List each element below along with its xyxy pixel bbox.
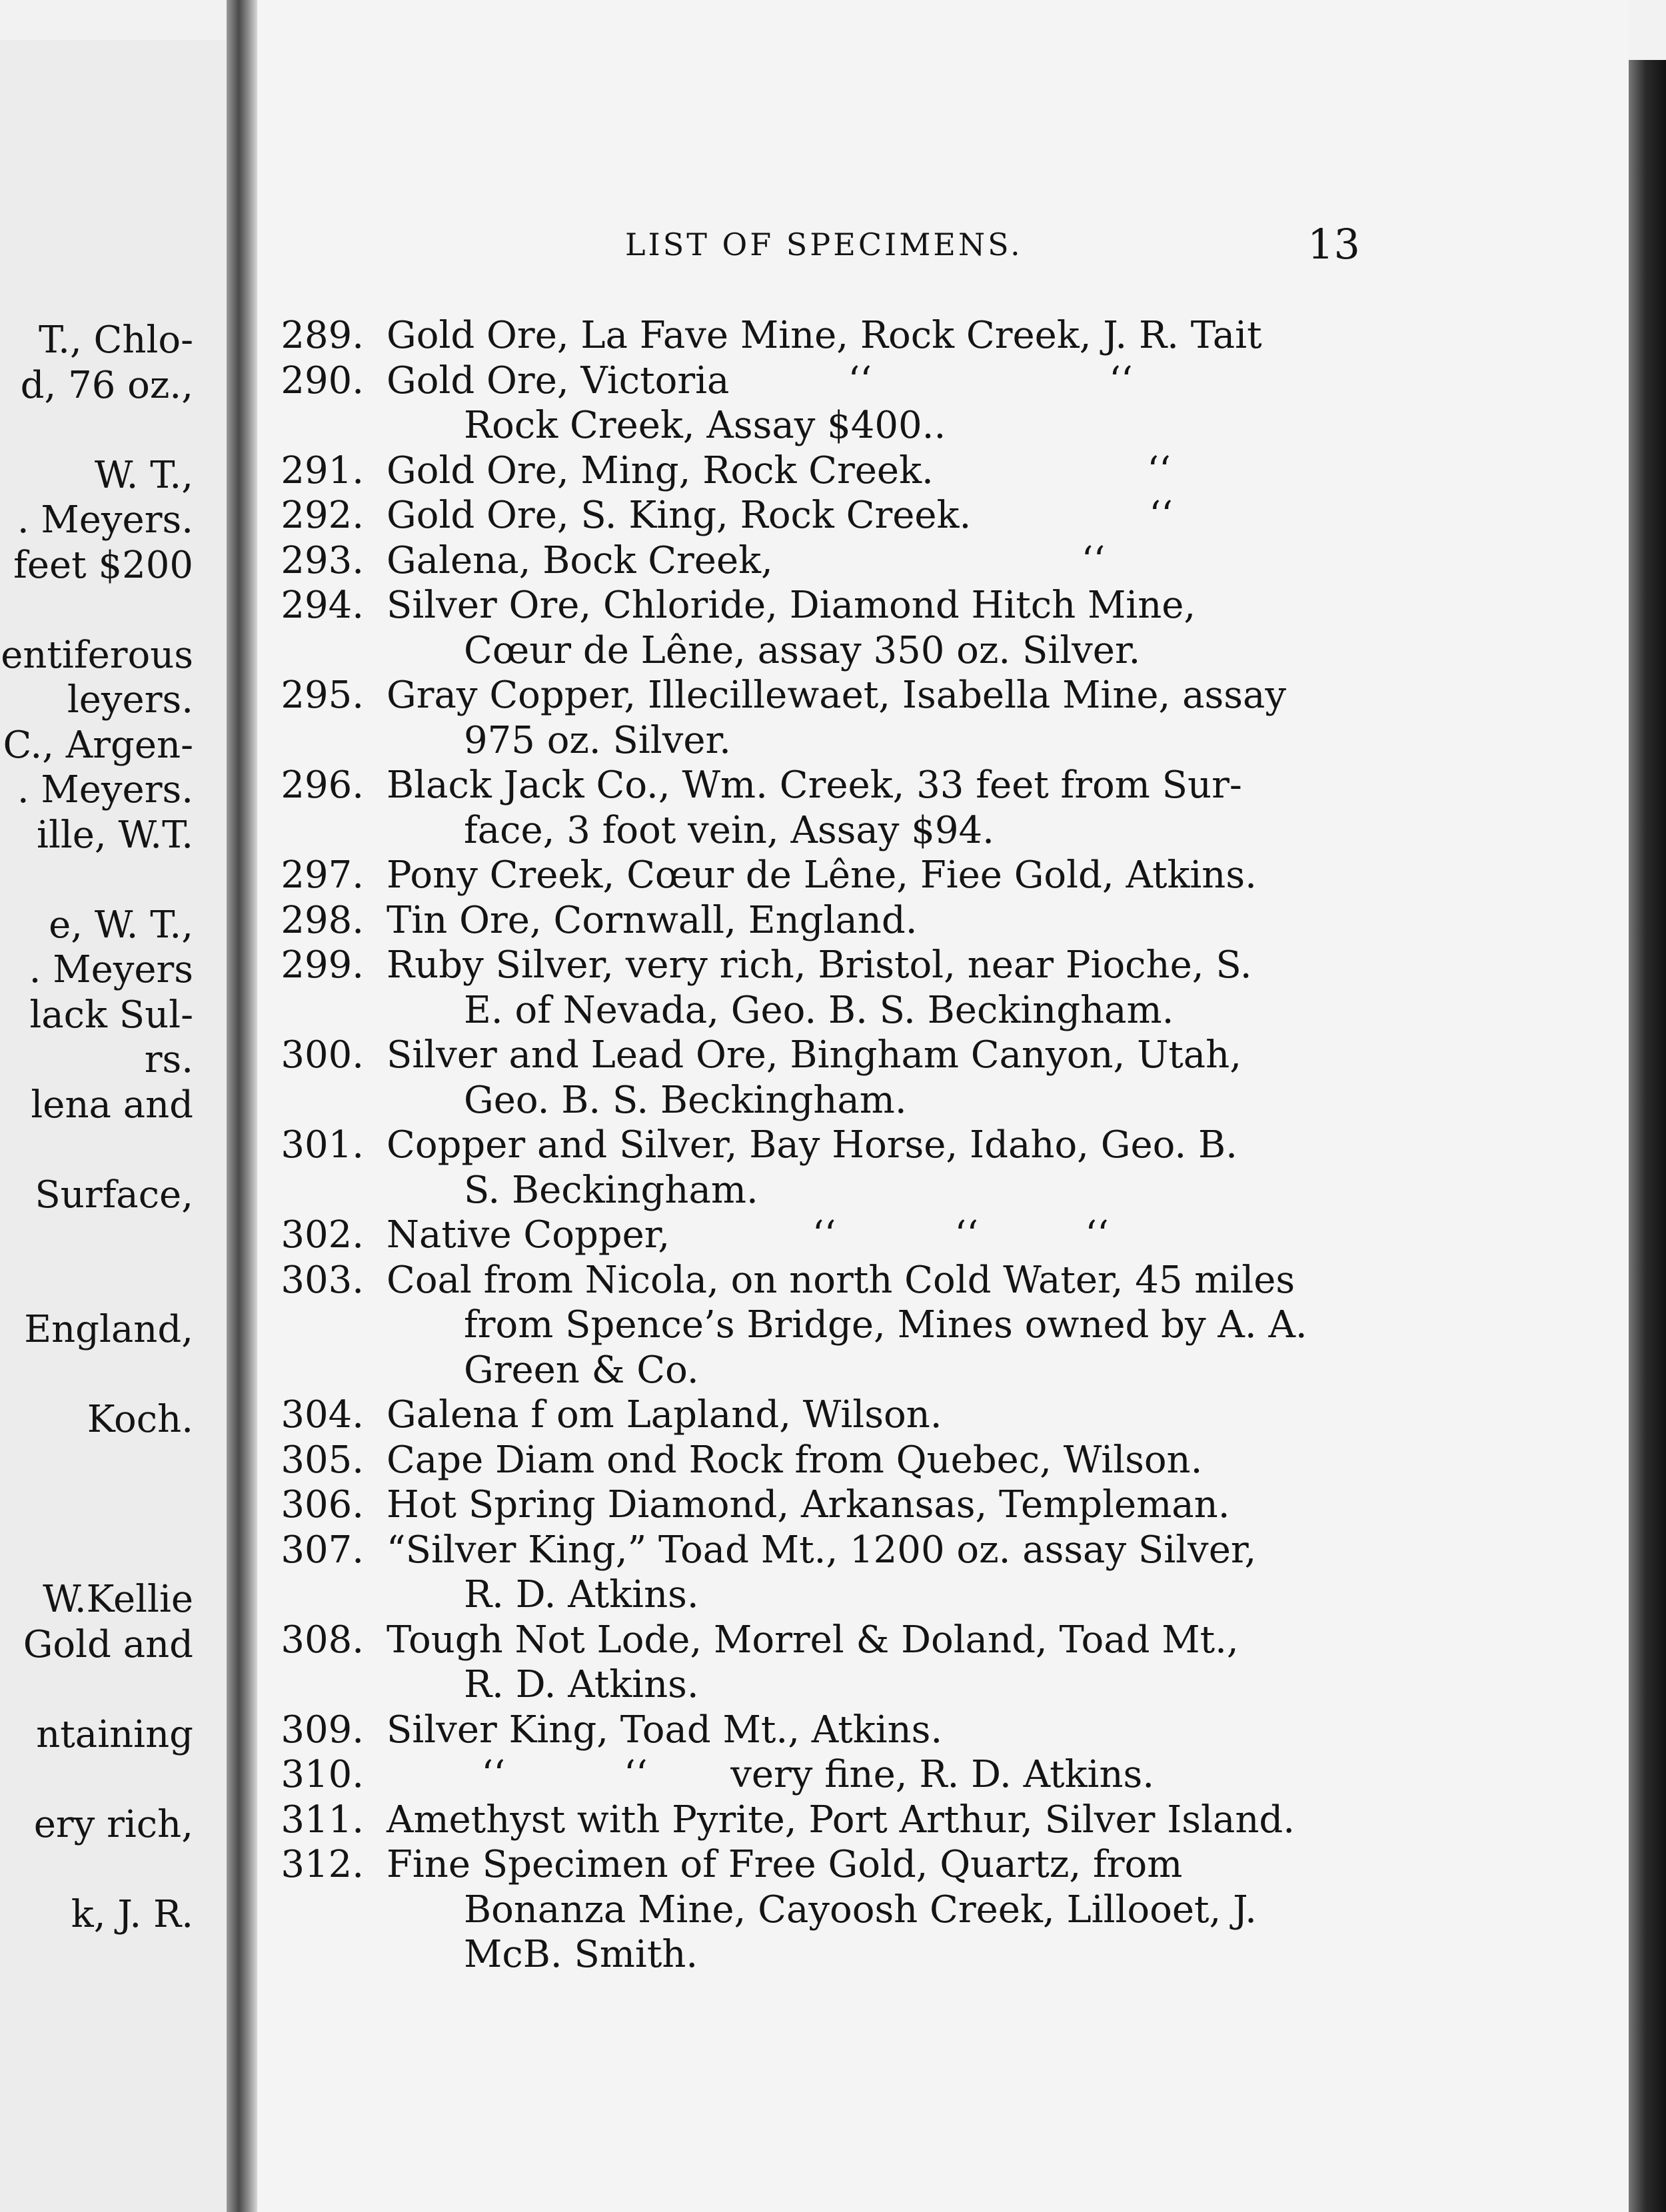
left-page-fragment: entiferous bbox=[1, 633, 193, 677]
page-edge bbox=[1629, 60, 1666, 2212]
specimen-number: 307. bbox=[281, 1528, 364, 1572]
left-page-fragment: . Meyers. bbox=[17, 768, 193, 812]
specimen-description-continued: R. D. Atkins. bbox=[464, 1663, 699, 1706]
specimen-description: Galena f om Lapland, Wilson. bbox=[387, 1393, 942, 1436]
left-page-fragment: lack Sul- bbox=[29, 993, 193, 1037]
specimen-description: Gold Ore, Ming, Rock Creek. ‘‘ bbox=[387, 448, 1171, 492]
specimen-description-continued: face, 3 foot vein, Assay $94. bbox=[464, 808, 994, 852]
left-page-fragment: ntaining bbox=[36, 1712, 193, 1756]
specimen-description-continued: Bonanza Mine, Cayoosh Creek, Lillooet, J. bbox=[464, 1888, 1257, 1932]
specimen-entry bbox=[279, 1123, 1358, 1213]
specimen-number: 293. bbox=[281, 538, 364, 582]
specimen-entry bbox=[279, 1708, 1358, 1753]
specimen-number: 305. bbox=[281, 1438, 364, 1482]
left-page-fragment: . Meyers bbox=[29, 948, 193, 991]
specimen-description-continued: S. Beckingham. bbox=[464, 1168, 758, 1212]
specimen-entry bbox=[279, 1213, 1358, 1258]
specimen-number: 300. bbox=[281, 1033, 364, 1077]
specimen-description: Galena, Bock Creek, ‘‘ bbox=[387, 538, 1106, 582]
specimen-entry bbox=[279, 358, 1358, 448]
left-page-fragment: leyers. bbox=[67, 678, 193, 722]
specimen-number: 295. bbox=[281, 674, 364, 717]
specimen-entry bbox=[279, 943, 1358, 1033]
left-page-fragment: W. T., bbox=[94, 453, 193, 497]
specimen-number: 310. bbox=[281, 1753, 364, 1796]
specimen-entry bbox=[279, 853, 1358, 898]
specimen-entry bbox=[279, 1392, 1358, 1438]
specimen-description-continued: E. of Nevada, Geo. B. S. Beckingham. bbox=[464, 988, 1174, 1032]
specimen-description: Native Copper, ‘‘ ‘‘ ‘‘ bbox=[387, 1213, 1109, 1257]
specimen-description: Copper and Silver, Bay Horse, Idaho, Geo. B. bbox=[387, 1123, 1238, 1167]
left-page-fragment: k, J. R. bbox=[71, 1892, 193, 1936]
specimen-entry bbox=[279, 1438, 1358, 1483]
specimen-description-continued: R. D. Atkins. bbox=[464, 1573, 699, 1616]
specimen-entry bbox=[279, 1482, 1358, 1528]
specimen-description: Ruby Silver, very rich, Bristol, near Pioche, S. bbox=[387, 943, 1252, 987]
specimen-description: Gold Ore, Victoria ‘‘ ‘‘ bbox=[387, 358, 1133, 402]
specimen-description: Silver and Lead Ore, Bingham Canyon, Utah, bbox=[387, 1033, 1242, 1077]
specimen-description: Gold Ore, S. King, Rock Creek. ‘‘ bbox=[387, 494, 1173, 537]
specimen-number: 297. bbox=[281, 853, 364, 897]
specimen-description: “Silver King,” Toad Mt., 1200 oz. assay Silver, bbox=[387, 1528, 1257, 1572]
specimen-entry bbox=[279, 1842, 1358, 1977]
left-page-fragment: W.Kellie bbox=[43, 1578, 193, 1621]
left-page-fragment: England, bbox=[24, 1308, 193, 1351]
specimen-number: 312. bbox=[281, 1843, 364, 1886]
specimen-number: 302. bbox=[281, 1213, 364, 1257]
book-gutter bbox=[227, 0, 257, 2212]
left-page-fragment: feet $200 bbox=[13, 543, 193, 587]
left-page-fragment: . Meyers. bbox=[17, 498, 193, 542]
specimen-entry bbox=[279, 1798, 1358, 1843]
left-page-fragment: rs. bbox=[144, 1038, 193, 1081]
left-page-fragment: d, 76 oz., bbox=[20, 363, 193, 407]
specimen-description: Fine Specimen of Free Gold, Quartz, from bbox=[387, 1843, 1183, 1886]
specimen-entry bbox=[279, 448, 1358, 494]
specimen-number: 306. bbox=[281, 1483, 364, 1526]
specimen-description: Hot Spring Diamond, Arkansas, Templeman. bbox=[387, 1483, 1230, 1526]
left-page-fragment: Surface, bbox=[35, 1173, 193, 1217]
specimen-number: 311. bbox=[281, 1798, 364, 1842]
specimen-description-continued: 975 oz. Silver. bbox=[464, 718, 731, 762]
specimen-description: Gray Copper, Illecillewaet, Isabella Mine, assay bbox=[387, 674, 1287, 717]
specimen-description: Amethyst with Pyrite, Port Arthur, Silver Island. bbox=[387, 1798, 1295, 1842]
specimen-number: 309. bbox=[281, 1708, 364, 1752]
left-page-fragment: ery rich, bbox=[33, 1802, 193, 1846]
specimen-description-continued: Geo. B. S. Beckingham. bbox=[464, 1078, 907, 1122]
specimen-description-continued: Green & Co. bbox=[464, 1348, 699, 1392]
specimen-description: Tough Not Lode, Morrel & Doland, Toad Mt., bbox=[387, 1618, 1239, 1662]
specimen-description: Tin Ore, Cornwall, England. bbox=[387, 898, 918, 942]
specimen-entry bbox=[279, 1258, 1358, 1393]
specimen-number: 294. bbox=[281, 584, 364, 627]
specimen-number: 290. bbox=[281, 358, 364, 402]
specimen-entry bbox=[279, 583, 1358, 673]
specimen-entry bbox=[279, 898, 1358, 943]
specimen-description-continued: from Spence’s Bridge, Mines owned by A. A. bbox=[464, 1303, 1307, 1347]
specimen-description-continued: Rock Creek, Assay $400.. bbox=[464, 404, 946, 447]
left-page-fragment: ille, W.T. bbox=[37, 813, 193, 857]
specimen-entry bbox=[279, 763, 1358, 853]
left-page-fragment: Gold and bbox=[23, 1622, 193, 1666]
specimen-number: 301. bbox=[281, 1123, 364, 1167]
specimen-number: 303. bbox=[281, 1258, 364, 1302]
left-page-fragment: T., Chlo- bbox=[39, 318, 193, 362]
left-page-fragment: e, W. T., bbox=[49, 903, 193, 947]
left-page-fragment: C., Argen- bbox=[3, 723, 193, 767]
specimen-number: 308. bbox=[281, 1618, 364, 1662]
specimen-number: 299. bbox=[281, 943, 364, 987]
specimen-description-continued: Cœur de Lêne, assay 350 oz. Silver. bbox=[464, 628, 1141, 672]
specimen-description: Pony Creek, Cœur de Lêne, Fiee Gold, Atkins. bbox=[387, 853, 1257, 897]
specimen-number: 296. bbox=[281, 764, 364, 807]
specimen-description: ‘‘ ‘‘ very fine, R. D. Atkins. bbox=[387, 1753, 1155, 1796]
specimen-number: 298. bbox=[281, 898, 364, 942]
specimen-entry bbox=[279, 673, 1358, 763]
specimen-number: 304. bbox=[281, 1393, 364, 1436]
specimen-entry bbox=[279, 1618, 1358, 1708]
running-head: LIST OF SPECIMENS. bbox=[625, 227, 1023, 263]
specimen-entry bbox=[279, 538, 1358, 584]
specimen-entry bbox=[279, 313, 1358, 358]
page-number: 13 bbox=[1307, 220, 1360, 269]
specimen-description: Black Jack Co., Wm. Creek, 33 feet from Sur- bbox=[387, 764, 1242, 807]
specimen-description: Cape Diam ond Rock from Quebec, Wilson. bbox=[387, 1438, 1203, 1482]
left-page-fragment: lena and bbox=[31, 1083, 193, 1127]
specimen-entry bbox=[279, 493, 1358, 538]
specimen-entry bbox=[279, 1528, 1358, 1618]
specimen-description: Coal from Nicola, on north Cold Water, 45 miles bbox=[387, 1258, 1295, 1302]
left-page-fragment: Koch. bbox=[87, 1398, 193, 1441]
specimen-entry bbox=[279, 1752, 1358, 1798]
specimen-description: Silver Ore, Chloride, Diamond Hitch Mine, bbox=[387, 584, 1196, 627]
specimen-number: 289. bbox=[281, 314, 364, 357]
left-page bbox=[0, 40, 227, 2212]
specimen-entry bbox=[279, 1033, 1358, 1123]
specimen-description-continued: McB. Smith. bbox=[464, 1933, 698, 1976]
specimen-description: Silver King, Toad Mt., Atkins. bbox=[387, 1708, 943, 1752]
specimen-description: Gold Ore, La Fave Mine, Rock Creek, J. R. Tait bbox=[387, 314, 1262, 357]
specimen-list bbox=[279, 313, 1358, 1977]
specimen-number: 292. bbox=[281, 494, 364, 537]
specimen-number: 291. bbox=[281, 448, 364, 492]
